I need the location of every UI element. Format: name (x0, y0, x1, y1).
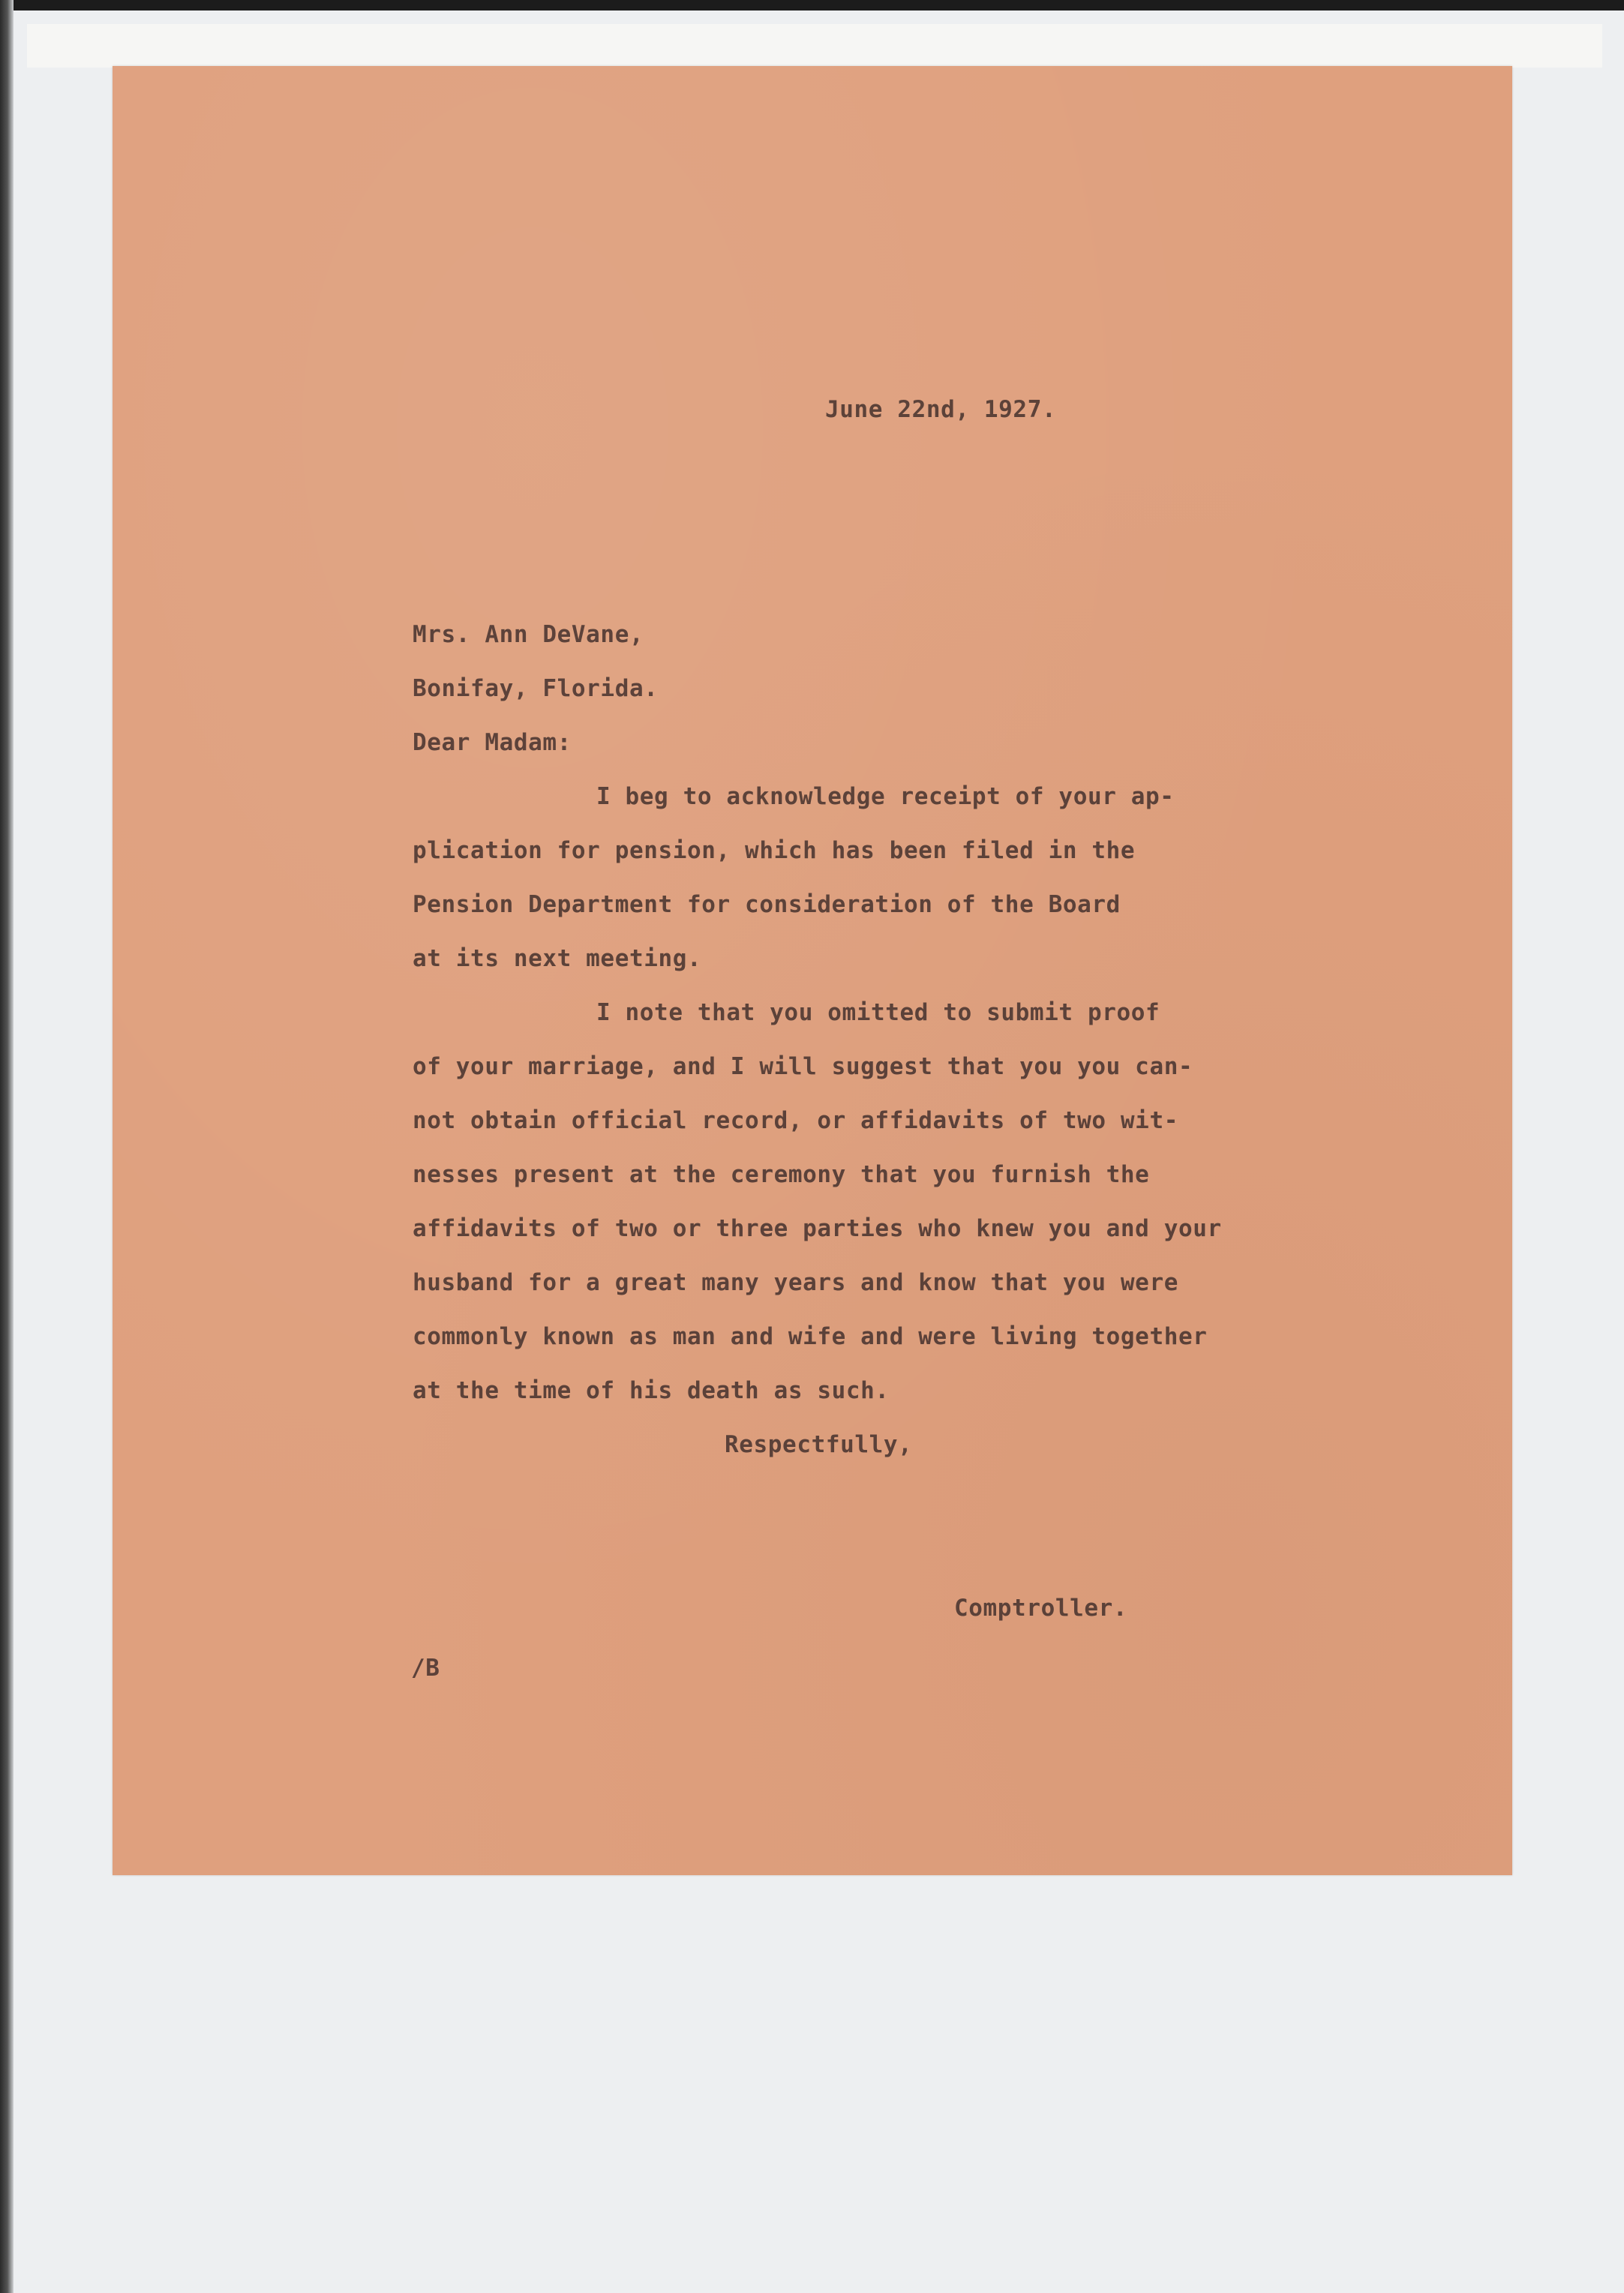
paragraph1-line: plication for pension, which has been filed in the (413, 837, 1136, 864)
paragraph2-line: affidavits of two or three parties who knew you and your (413, 1215, 1222, 1242)
typist-initials: /B (411, 1655, 440, 1682)
paragraph2-line: I note that you omitted to submit proof (596, 999, 1160, 1026)
signature-title: Comptroller. (954, 1595, 1128, 1622)
paragraph2-line: at the time of his death as such. (413, 1377, 890, 1404)
paragraph2-line: of your marriage, and I will suggest that you you can- (413, 1053, 1193, 1080)
letter-sheet (113, 66, 1512, 1875)
paragraph2-line: commonly known as man and wife and were living together (413, 1323, 1208, 1350)
paragraph2-line: husband for a great many years and know that you were (413, 1269, 1178, 1296)
closing: Respectfully, (725, 1431, 913, 1458)
paragraph2-line: nesses present at the ceremony that you furnish the (413, 1161, 1150, 1188)
scanner-paper-strip (27, 24, 1602, 68)
scanner-left-edge (0, 0, 14, 2293)
salutation: Dear Madam: (413, 729, 572, 756)
letter-date: June 22nd, 1927. (825, 396, 1057, 423)
recipient-city: Bonifay, Florida. (413, 675, 659, 702)
paragraph1-line: at its next meeting. (413, 945, 702, 972)
recipient-name: Mrs. Ann DeVane, (413, 621, 644, 648)
paragraph1-line: I beg to acknowledge receipt of your ap- (596, 783, 1175, 810)
paragraph1-line: Pension Department for consideration of the Board (413, 891, 1121, 918)
scanner-top-edge (0, 0, 1624, 11)
paragraph2-line: not obtain official record, or affidavits of two wit- (413, 1107, 1178, 1134)
